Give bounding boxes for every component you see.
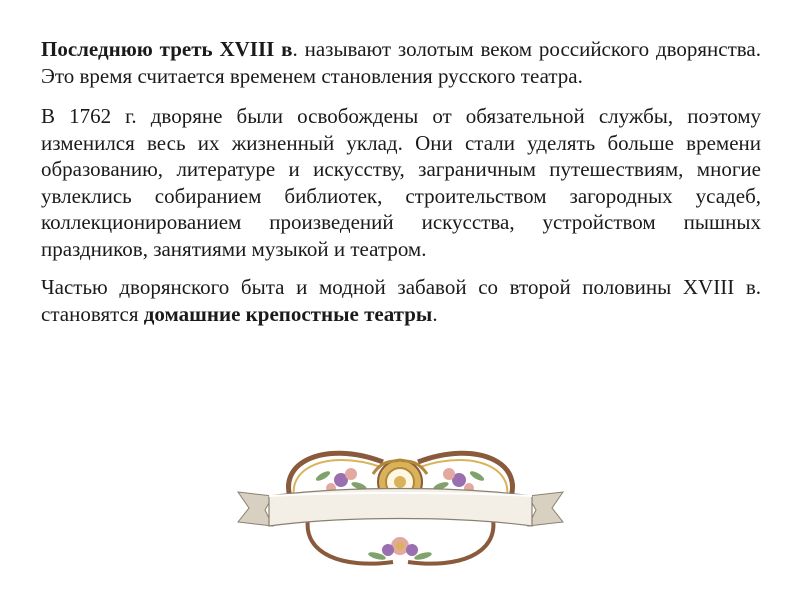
- paragraph-3-text: Частью дворянского быта и модной забавой со второй половины XVIII в. становятся: [41, 275, 761, 326]
- paragraph-3-end: .: [432, 301, 438, 326]
- ribbon: [238, 489, 563, 527]
- decorative-scroll-banner-icon: [233, 434, 568, 582]
- paragraph-1: [41, 36, 761, 89]
- paragraph-3: [41, 274, 761, 327]
- paragraph-1-rest: . называют золотым веком российского дворянства. Это время считается временем становления русского театра.: [41, 37, 762, 88]
- flower-bottom: [368, 537, 433, 561]
- paragraph-3-bold: домашние крепостные театры: [143, 301, 433, 326]
- text-block: [41, 36, 761, 327]
- paragraph-2: В 1762 г. дворяне были освобождены от обязательной службы, поэтому изменился весь их жизненный уклад. Они стали уделять больше времени образованию, литературе и искусству, заграничным путешествиям, многие увлеклись собиранием библиотек, строительством загородных усадеб, коллекционированием произведений искусства, устройством пышных праздников, занятиями музыкой и театром.: [41, 104, 761, 261]
- paragraph-1-bold: Последнюю треть XVIII в: [41, 37, 293, 61]
